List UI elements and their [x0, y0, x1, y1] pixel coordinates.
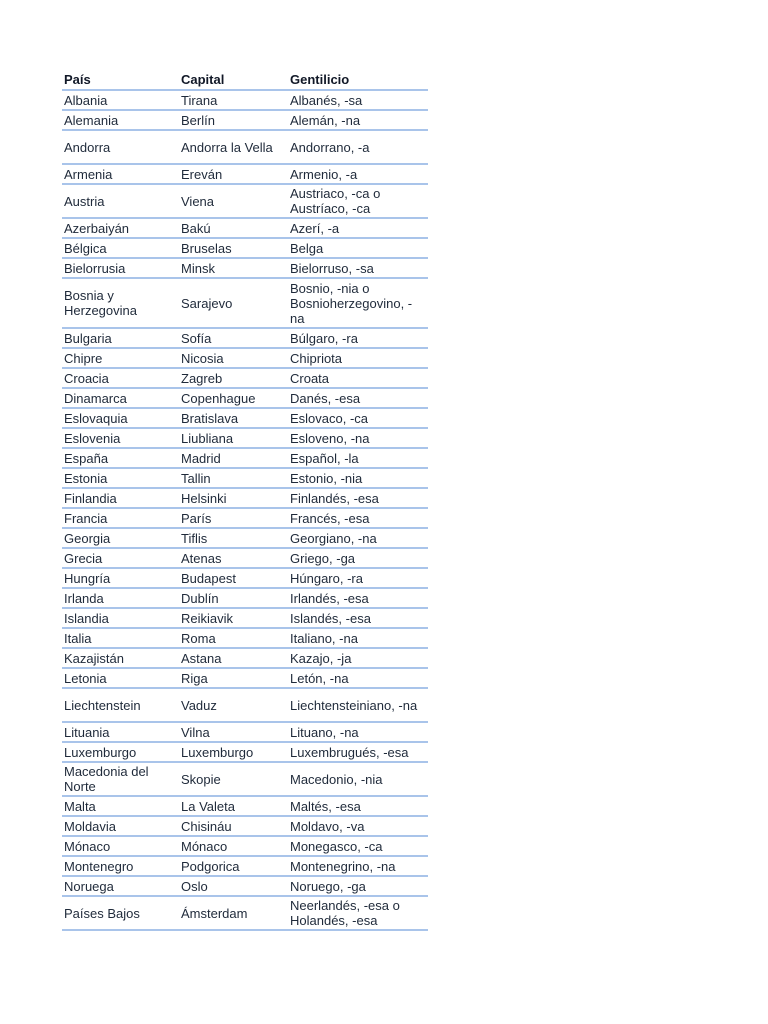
table-row	[62, 588, 428, 608]
countries-table	[62, 70, 428, 931]
demonym-cell: Esloveno, -na	[288, 428, 428, 448]
table-row	[62, 568, 428, 588]
country-cell: Croacia	[62, 368, 179, 388]
demonym-cell: Español, -la	[288, 448, 428, 468]
demonym-cell: Finlandés, -esa	[288, 488, 428, 508]
capital-cell: Ámsterdam	[179, 896, 288, 930]
capital-cell: Chisináu	[179, 816, 288, 836]
table-row	[62, 488, 428, 508]
table-row	[62, 762, 428, 796]
demonym-cell: Italiano, -na	[288, 628, 428, 648]
capital-cell: Dublín	[179, 588, 288, 608]
demonym-cell: Andorrano, -a	[288, 130, 428, 164]
demonym-cell: Noruego, -ga	[288, 876, 428, 896]
capital-cell: Ereván	[179, 164, 288, 184]
capital-cell: Bruselas	[179, 238, 288, 258]
table-row	[62, 648, 428, 668]
capital-cell: Sarajevo	[179, 278, 288, 328]
capital-cell: Viena	[179, 184, 288, 218]
table-row	[62, 90, 428, 110]
country-cell: Bosnia y Herzegovina	[62, 278, 179, 328]
table-row	[62, 628, 428, 648]
capital-cell: Tallin	[179, 468, 288, 488]
country-cell: Alemania	[62, 110, 179, 130]
table-row	[62, 816, 428, 836]
table-row	[62, 608, 428, 628]
demonym-cell: Danés, -esa	[288, 388, 428, 408]
country-cell: Finlandia	[62, 488, 179, 508]
capital-cell: Copenhague	[179, 388, 288, 408]
demonym-cell: Macedonio, -nia	[288, 762, 428, 796]
country-cell: Andorra	[62, 130, 179, 164]
capital-cell: Madrid	[179, 448, 288, 468]
country-cell: Eslovenia	[62, 428, 179, 448]
country-cell: Dinamarca	[62, 388, 179, 408]
header-demonym: Gentilicio	[288, 70, 428, 90]
capital-cell: París	[179, 508, 288, 528]
table-row	[62, 328, 428, 348]
demonym-cell: Luxembrugués, -esa	[288, 742, 428, 762]
country-cell: Bulgaria	[62, 328, 179, 348]
capital-cell: Roma	[179, 628, 288, 648]
country-cell: Letonia	[62, 668, 179, 688]
country-cell: Moldavia	[62, 816, 179, 836]
table-row	[62, 876, 428, 896]
capital-cell: Skopie	[179, 762, 288, 796]
capital-cell: Minsk	[179, 258, 288, 278]
demonym-cell: Chipriota	[288, 348, 428, 368]
capital-cell: Vilna	[179, 722, 288, 742]
demonym-cell: Belga	[288, 238, 428, 258]
demonym-cell: Georgiano, -na	[288, 528, 428, 548]
demonym-cell: Neerlandés, -esa o Holandés, -esa	[288, 896, 428, 930]
table-row	[62, 348, 428, 368]
table-body	[62, 90, 428, 930]
table-row	[62, 164, 428, 184]
country-cell: Albania	[62, 90, 179, 110]
country-cell: Islandia	[62, 608, 179, 628]
country-cell: Bélgica	[62, 238, 179, 258]
demonym-cell: Griego, -ga	[288, 548, 428, 568]
country-cell: Hungría	[62, 568, 179, 588]
demonym-cell: Azerí, -a	[288, 218, 428, 238]
country-cell: Países Bajos	[62, 896, 179, 930]
table-row	[62, 110, 428, 130]
demonym-cell: Islandés, -esa	[288, 608, 428, 628]
demonym-cell: Búlgaro, -ra	[288, 328, 428, 348]
capital-cell: Andorra la Vella	[179, 130, 288, 164]
table-row	[62, 742, 428, 762]
table-row	[62, 238, 428, 258]
demonym-cell: Irlandés, -esa	[288, 588, 428, 608]
table-row	[62, 668, 428, 688]
table-header-row	[62, 70, 428, 90]
capital-cell: Atenas	[179, 548, 288, 568]
country-cell: Noruega	[62, 876, 179, 896]
table-row	[62, 508, 428, 528]
table-row	[62, 408, 428, 428]
table-row	[62, 130, 428, 164]
capital-cell: Nicosia	[179, 348, 288, 368]
table-row	[62, 896, 428, 930]
demonym-cell: Albanés, -sa	[288, 90, 428, 110]
header-country: País	[62, 70, 179, 90]
country-cell: Chipre	[62, 348, 179, 368]
country-cell: Estonia	[62, 468, 179, 488]
table-row	[62, 468, 428, 488]
table-row	[62, 258, 428, 278]
table-row	[62, 278, 428, 328]
table-row	[62, 836, 428, 856]
capital-cell: Vaduz	[179, 688, 288, 722]
country-cell: Macedonia del Norte	[62, 762, 179, 796]
country-cell: Malta	[62, 796, 179, 816]
country-cell: Georgia	[62, 528, 179, 548]
table-row	[62, 548, 428, 568]
demonym-cell: Alemán, -na	[288, 110, 428, 130]
demonym-cell: Eslovaco, -ca	[288, 408, 428, 428]
country-cell: Armenia	[62, 164, 179, 184]
demonym-cell: Francés, -esa	[288, 508, 428, 528]
table-row	[62, 428, 428, 448]
capital-cell: Liubliana	[179, 428, 288, 448]
country-cell: Francia	[62, 508, 179, 528]
capital-cell: Tiflis	[179, 528, 288, 548]
header-capital: Capital	[179, 70, 288, 90]
capital-cell: Podgorica	[179, 856, 288, 876]
capital-cell: Berlín	[179, 110, 288, 130]
country-cell: Luxemburgo	[62, 742, 179, 762]
table-row	[62, 218, 428, 238]
capital-cell: Mónaco	[179, 836, 288, 856]
table-row	[62, 722, 428, 742]
country-cell: Kazajistán	[62, 648, 179, 668]
table-row	[62, 528, 428, 548]
demonym-cell: Monegasco, -ca	[288, 836, 428, 856]
demonym-cell: Bielorruso, -sa	[288, 258, 428, 278]
table-row	[62, 688, 428, 722]
table-row	[62, 184, 428, 218]
capital-cell: Luxemburgo	[179, 742, 288, 762]
capital-cell: Bakú	[179, 218, 288, 238]
country-cell: Italia	[62, 628, 179, 648]
demonym-cell: Montenegrino, -na	[288, 856, 428, 876]
demonym-cell: Húngaro, -ra	[288, 568, 428, 588]
demonym-cell: Liechtensteiniano, -na	[288, 688, 428, 722]
table-row	[62, 388, 428, 408]
table-row	[62, 796, 428, 816]
country-cell: Montenegro	[62, 856, 179, 876]
country-cell: Mónaco	[62, 836, 179, 856]
demonym-cell: Maltés, -esa	[288, 796, 428, 816]
demonym-cell: Estonio, -nia	[288, 468, 428, 488]
table-row	[62, 368, 428, 388]
demonym-cell: Kazajo, -ja	[288, 648, 428, 668]
country-cell: Azerbaiyán	[62, 218, 179, 238]
demonym-cell: Letón, -na	[288, 668, 428, 688]
table-row	[62, 856, 428, 876]
capital-cell: Astana	[179, 648, 288, 668]
country-cell: Eslovaquia	[62, 408, 179, 428]
capital-cell: Helsinki	[179, 488, 288, 508]
capital-cell: Bratislava	[179, 408, 288, 428]
capital-cell: La Valeta	[179, 796, 288, 816]
demonym-cell: Croata	[288, 368, 428, 388]
capital-cell: Reikiavik	[179, 608, 288, 628]
demonym-cell: Moldavo, -va	[288, 816, 428, 836]
country-cell: Bielorrusia	[62, 258, 179, 278]
country-cell: Lituania	[62, 722, 179, 742]
table-row	[62, 448, 428, 468]
demonym-cell: Bosnio, -nia o Bosnioherzegovino, -na	[288, 278, 428, 328]
country-cell: Grecia	[62, 548, 179, 568]
country-cell: Irlanda	[62, 588, 179, 608]
capital-cell: Sofía	[179, 328, 288, 348]
capital-cell: Zagreb	[179, 368, 288, 388]
capital-cell: Oslo	[179, 876, 288, 896]
country-cell: España	[62, 448, 179, 468]
country-cell: Austria	[62, 184, 179, 218]
capital-cell: Riga	[179, 668, 288, 688]
demonym-cell: Lituano, -na	[288, 722, 428, 742]
demonym-cell: Armenio, -a	[288, 164, 428, 184]
capital-cell: Tirana	[179, 90, 288, 110]
demonym-cell: Austriaco, -ca o Austríaco, -ca	[288, 184, 428, 218]
capital-cell: Budapest	[179, 568, 288, 588]
country-cell: Liechtenstein	[62, 688, 179, 722]
